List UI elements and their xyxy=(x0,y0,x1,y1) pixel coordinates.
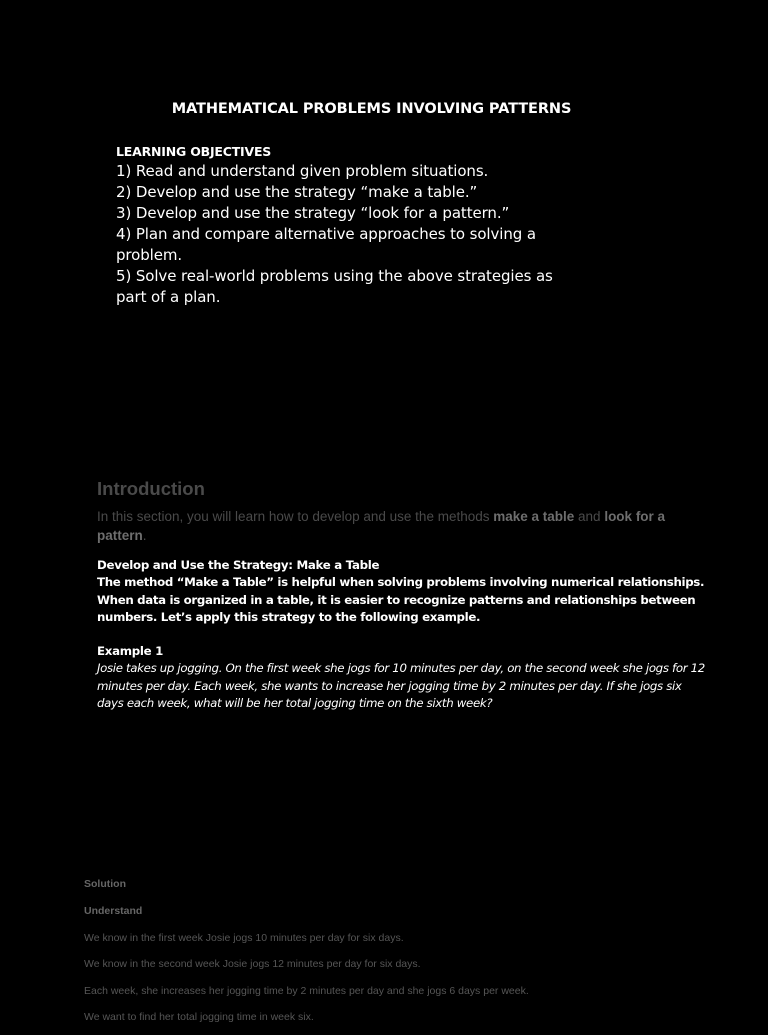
understand-heading: Understand xyxy=(84,905,143,917)
highlight-make-a-table: make a table xyxy=(493,509,575,524)
introduction-text-middle: and xyxy=(574,509,605,524)
objective-item: 3) Develop and use the strategy “look for a pattern.” xyxy=(116,204,510,222)
solution-line: Each week, she increases her jogging time by 2 minutes per day and she jogs 6 days per week. xyxy=(84,984,529,997)
strategy-text: The method “Make a Table” is helpful when solving problems involving numerical relationships. When data is organized in a table, it is easier to recognize patterns and relationships between numbers. Let’s apply this strategy to the following example. xyxy=(97,575,705,624)
page-title: MATHEMATICAL PROBLEMS INVOLVING PATTERNS xyxy=(171,101,572,117)
introduction-text xyxy=(97,507,707,545)
introduction-heading: Introduction xyxy=(97,478,205,499)
objective-item: 5) Solve real-world problems using the above strategies as part of a plan. xyxy=(116,267,553,306)
solution-line: We know in the first week Josie jogs 10 minutes per day for six days. xyxy=(84,932,404,944)
highlight-look-for-a-pattern: look for a pattern xyxy=(97,509,666,543)
example-heading: Example 1 xyxy=(97,644,164,658)
introduction-text-end: . xyxy=(142,528,147,543)
solution-line: We want to find her total jogging time in week six. xyxy=(84,1010,314,1023)
learning-objectives-section xyxy=(116,143,586,308)
solution-section xyxy=(84,876,704,1035)
learning-objectives-list xyxy=(116,161,586,308)
introduction-text-start: In this section, you will learn how to develop and use the methods xyxy=(97,509,494,524)
objective-item: 2) Develop and use the strategy “make a table.” xyxy=(116,183,478,201)
example-text: Josie takes up jogging. On the first week she jogs for 10 minutes per day, on the second week she jogs for 12 minutes per day. Each week, she wants to increase her jogging time by 2 minutes per day. If she jogs six days each week, what will be her total jogging time on the sixth week? xyxy=(97,661,705,710)
solution-line: We know in the second week Josie jogs 12 minutes per day for six days. xyxy=(84,958,421,971)
strategy-section xyxy=(97,556,707,627)
solution-heading: Solution xyxy=(84,878,126,890)
strategy-heading: Develop and Use the Strategy: Make a Table xyxy=(97,558,380,572)
introduction-section xyxy=(97,478,707,545)
objective-item: 1) Read and understand given problem situations. xyxy=(116,162,489,180)
learning-objectives-heading: LEARNING OBJECTIVES xyxy=(116,144,272,159)
example-section xyxy=(97,642,707,713)
objective-item: 4) Plan and compare alternative approaches to solving a problem. xyxy=(116,225,536,264)
